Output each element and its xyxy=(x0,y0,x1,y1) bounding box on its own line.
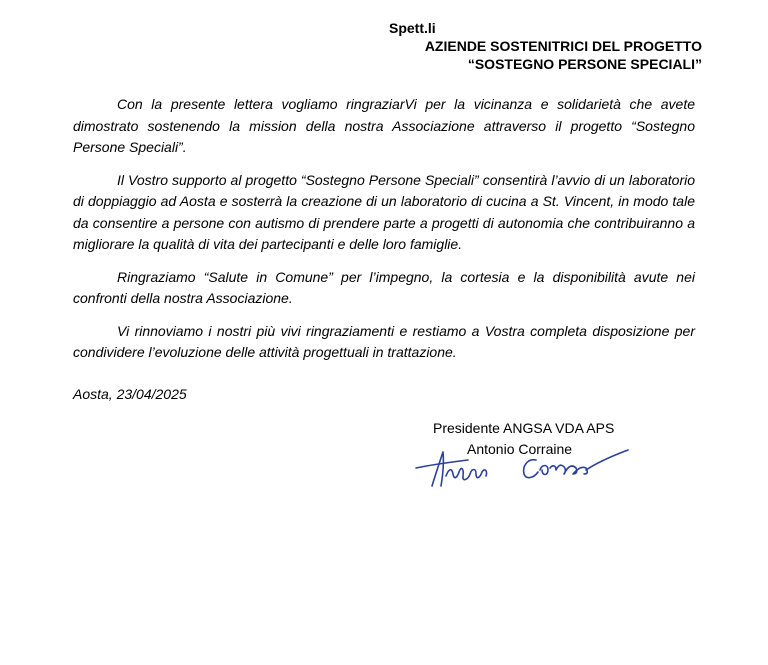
recipient-line-1: AZIENDE SOSTENITRICI DEL PROGETTO xyxy=(424,38,702,54)
paragraph-4: Vi rinnoviamo i nostri più vivi ringraziamenti e restiamo a Vostra completa disposizione per condividere l’evoluzione delle attività progettuali in trattazione. xyxy=(73,322,695,360)
signer-name: Antonio Corraine xyxy=(467,441,573,457)
letter-body xyxy=(73,94,695,375)
handwritten-signature xyxy=(410,438,635,492)
letter-date: Aosta, 23/04/2025 xyxy=(73,386,187,402)
paragraph-2: Il Vostro supporto al progetto “Sostegno Persone Speciali” consentirà l’avvio di un laboratorio di doppiaggio ad Aosta e sosterrà la creazione di un laboratorio di cucina a St. Vincent, in modo tale da consentire a persone con autismo di prendere parte a progetti di autonomia che contribuiranno a migliorare la qualità di vita dei partecipanti e delle loro famiglie. xyxy=(73,171,695,252)
signer-title: Presidente ANGSA VDA APS xyxy=(433,420,615,436)
paragraph-3: Ringraziamo “Salute in Comune” per l’impegno, la cortesia e la disponibilità avute nei confronti della nostra Associazione. xyxy=(73,268,695,306)
recipient-block xyxy=(425,37,702,73)
paragraph-1: Con la presente lettera vogliamo ringraziarVi per la vicinanza e solidarietà che avete dimostrato sostenendo la mission della nostra Associazione attraverso il progetto “Sostegno Persone Speciali”. xyxy=(73,96,695,155)
salutation: Spett.li xyxy=(389,20,436,36)
recipient-line-2: “SOSTEGNO PERSONE SPECIALI” xyxy=(467,56,702,72)
